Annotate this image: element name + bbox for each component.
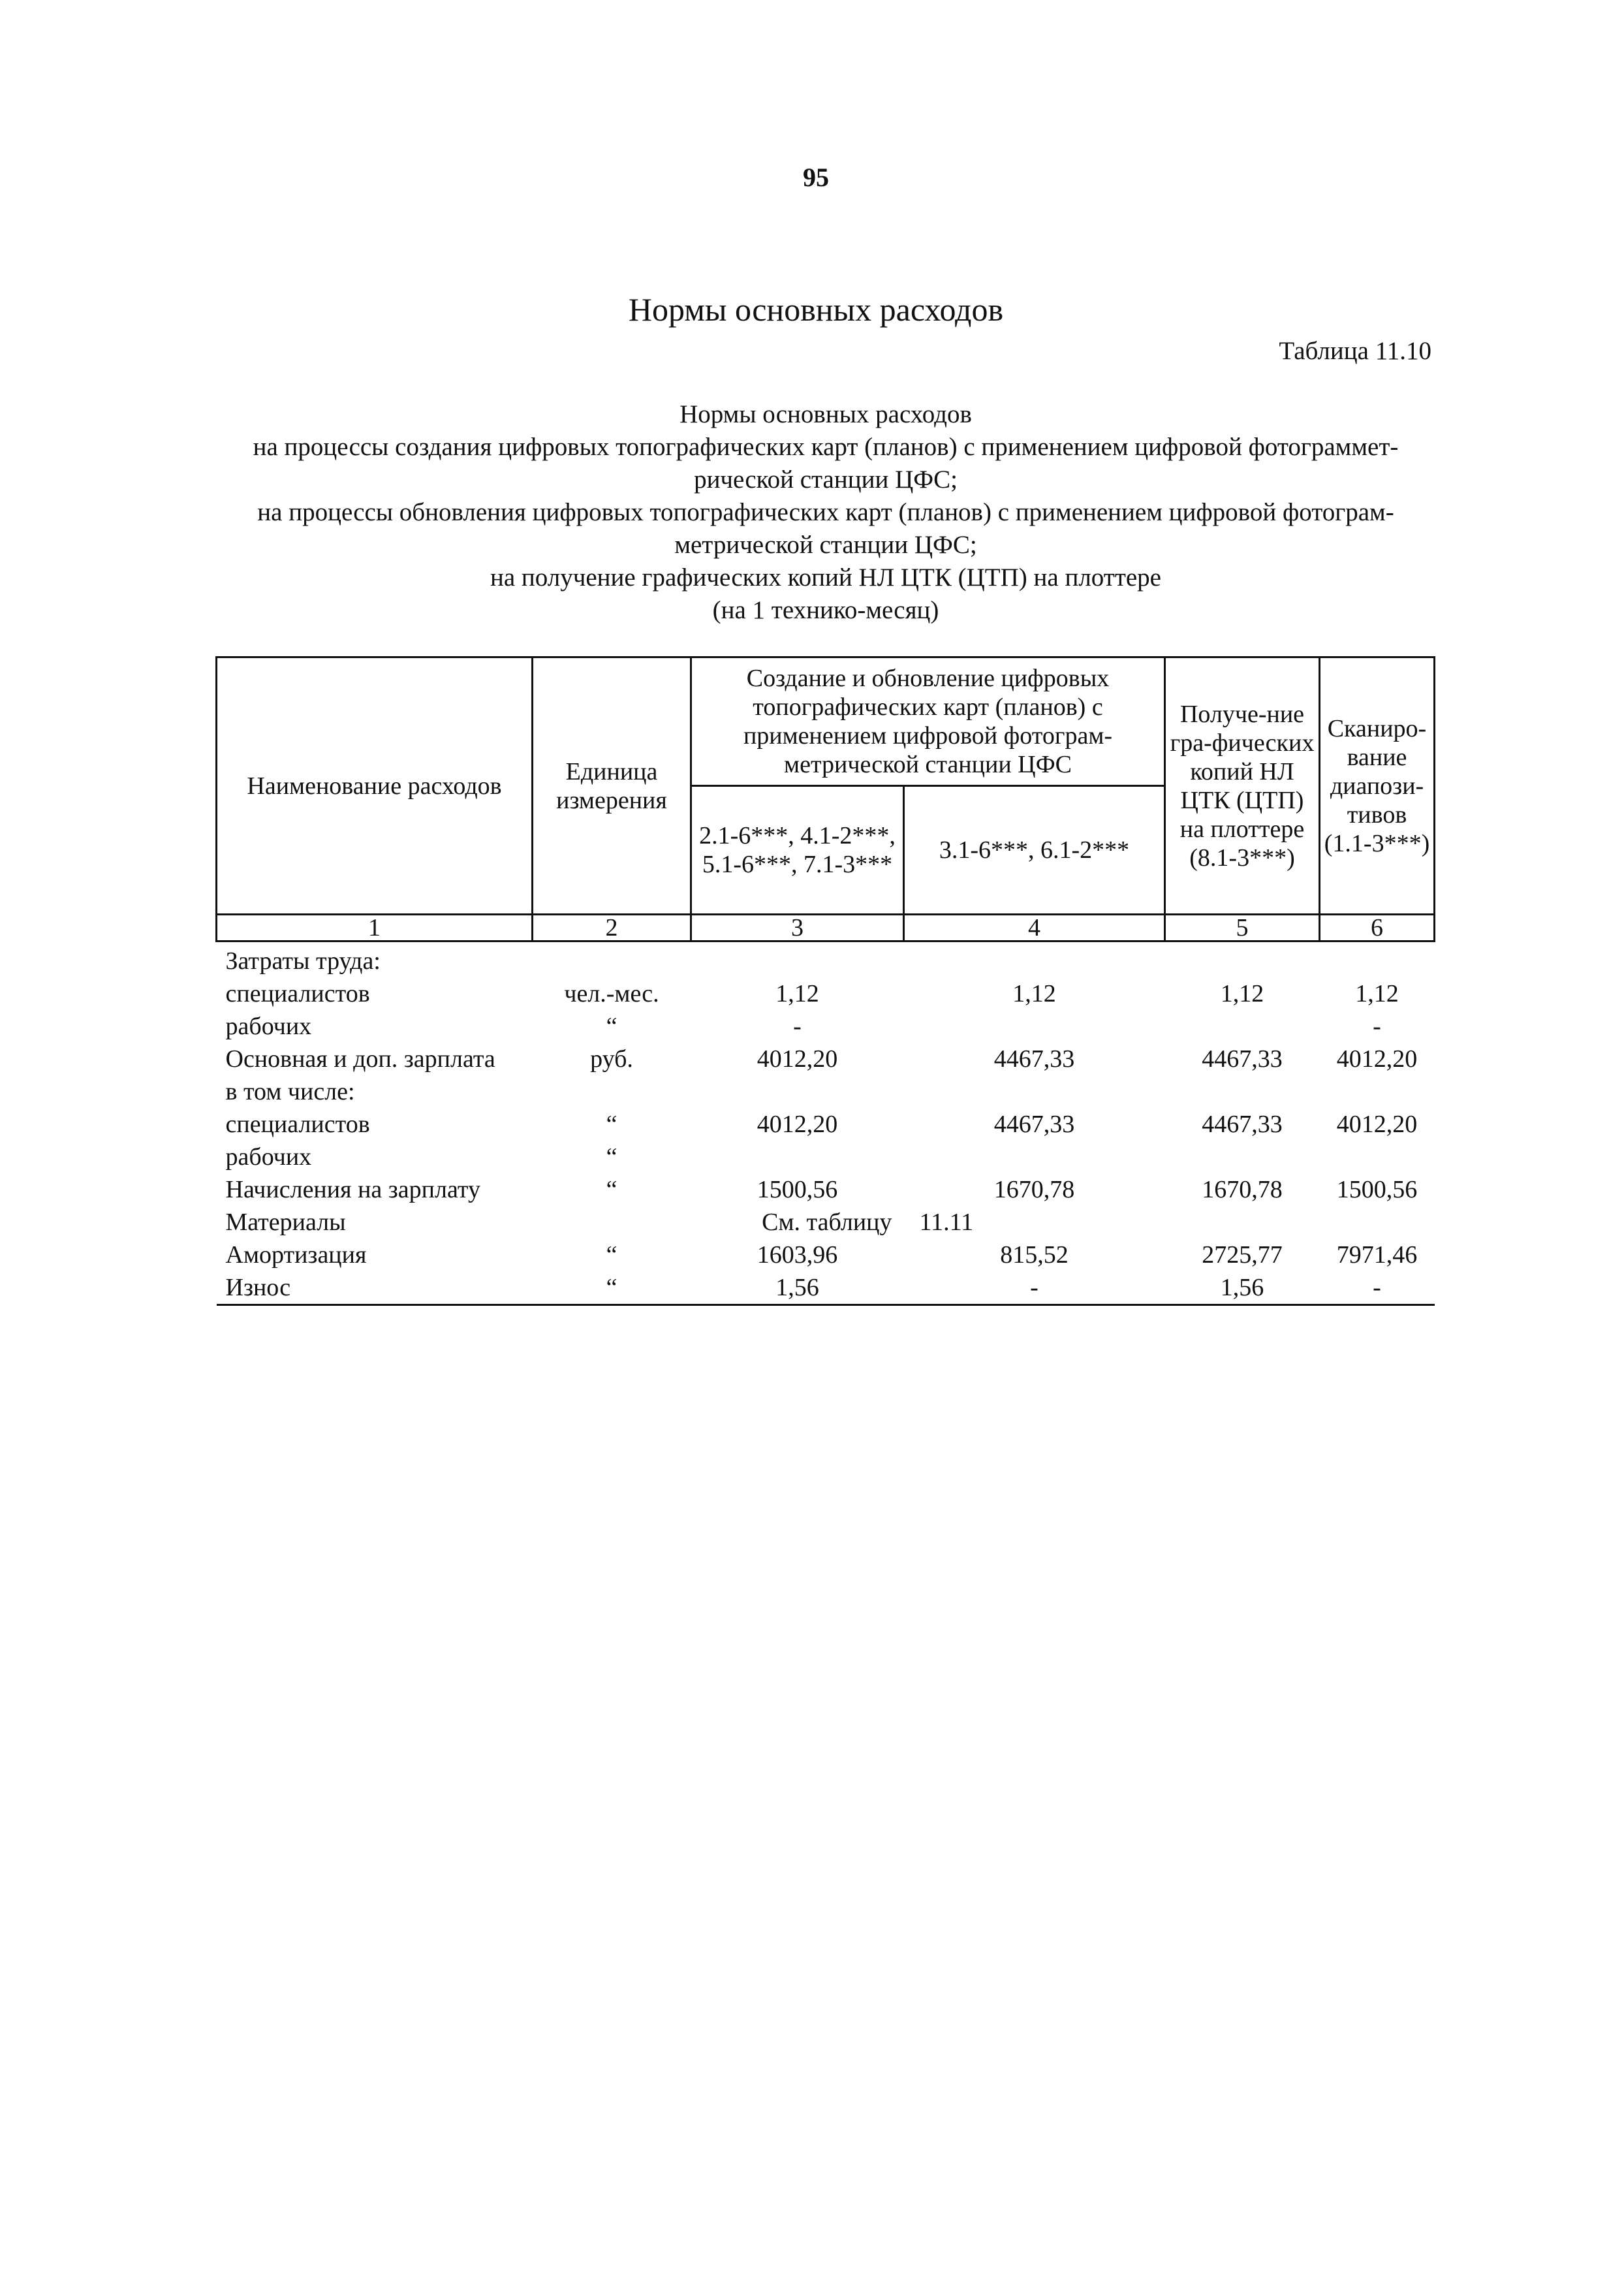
row-unit: руб. [590,1045,633,1073]
section-title: Нормы основных расходов [628,291,1004,328]
row-value: 7971,46 [1336,1241,1418,1269]
row-value: 4467,33 [993,1111,1075,1138]
row-value [1320,941,1435,978]
table-row [217,941,1435,978]
row-unit [533,941,691,978]
row-value: 1,12 [1355,980,1399,1007]
row-value [904,1141,1165,1173]
row-value [904,1010,1165,1043]
row-value: 1670,78 [993,1176,1075,1203]
row-value: - [1320,1271,1435,1305]
row-unit: “ [606,1176,617,1203]
caption-line: метрической станции ЦФС; [674,531,977,559]
row-value: 4012,20 [757,1045,838,1073]
table-row [217,1271,1435,1305]
column-number: 4 [904,915,1165,941]
column-number-row [217,915,1435,941]
row-unit [533,1075,691,1108]
row-value: 4467,33 [1202,1111,1283,1138]
header-sub4: 3.1-6***, 6.1-2*** [904,786,1165,915]
table-row [217,977,1435,1010]
row-value [1165,1075,1320,1108]
table-row [217,1141,1435,1173]
header-group: Создание и обновление цифровых топографических карт (планов) с применением цифровой фотограм-метрической станции ЦФС [691,657,1165,786]
page-number: 95 [803,163,829,192]
row-value: 4467,33 [1202,1045,1283,1073]
row-value: - [793,1013,802,1040]
table-number: Таблица 11.10 [1279,337,1431,365]
row-value: 815,52 [1000,1241,1069,1269]
row-value: 2725,77 [1202,1241,1283,1269]
table-row [217,1239,1435,1271]
expense-norms-table [215,656,1435,1306]
row-name: специалистов [225,1111,370,1138]
row-unit: чел.-мес. [564,980,659,1007]
header-unit: Единица измерения [533,657,691,915]
row-name: Амортизация [225,1241,367,1269]
row-unit: “ [606,1143,617,1171]
column-number: 6 [1320,915,1435,941]
table-row [217,1108,1435,1141]
row-value: - [904,1271,1165,1305]
column-number: 3 [691,915,904,941]
column-number: 5 [1165,915,1320,941]
row-unit [533,1206,691,1239]
row-name: в том числе: [225,1078,355,1105]
row-value [904,1075,1165,1108]
row-name: Затраты труда: [225,947,381,975]
table-row [217,1043,1435,1075]
row-value: 1500,56 [757,1176,838,1203]
row-value: См. таблицу [762,1209,892,1236]
row-value: 1,12 [775,980,819,1007]
row-value [691,1141,904,1173]
table-row [217,1075,1435,1108]
caption-line: Нормы основных расходов [679,400,972,428]
row-name: рабочих [225,1143,312,1171]
caption-line: рической станции ЦФС; [694,466,958,494]
row-value [691,941,904,978]
header-name: Наименование расходов [217,657,533,915]
row-name: Материалы [225,1209,346,1236]
row-value [1165,1010,1320,1043]
row-name: специалистов [225,980,370,1007]
row-value [1165,1141,1320,1173]
table-row [217,1206,1435,1239]
row-name: Начисления на зарплату [225,1176,480,1203]
column-number: 1 [217,915,533,941]
caption-line: на процессы создания цифровых топографических карт (планов) с применением цифровой фотограммет- [253,433,1399,461]
row-value: - [1373,1013,1381,1040]
row-unit: “ [606,1241,617,1269]
header-col5: Получе-ние гра-фических копий НЛ ЦТК (ЦТП) на плоттере (8.1-3***) [1165,657,1320,915]
row-name: Основная и доп. зарплата [225,1045,495,1073]
row-value [691,1075,904,1108]
row-value [1165,1206,1320,1239]
row-value: 4012,20 [1336,1111,1418,1138]
row-value [1320,1206,1435,1239]
row-value: 1,56 [1165,1271,1320,1305]
table-row [217,1010,1435,1043]
header-col6: Сканиро-вание диапози-тивов (1.1-3***) [1320,657,1435,915]
row-value: 4012,20 [1336,1045,1418,1073]
caption-line: (на 1 технико-месяц) [712,596,939,624]
row-value: 4012,20 [757,1111,838,1138]
caption-line: на процессы обновления цифровых топографических карт (планов) с применением цифровой фотограм- [257,498,1394,526]
row-value: 4467,33 [993,1045,1075,1073]
row-value [1320,1141,1435,1173]
row-name: Износ [217,1271,533,1305]
header-sub3: 2.1-6***, 4.1-2***, 5.1-6***, 7.1-3*** [691,786,904,915]
row-unit: “ [606,1013,617,1040]
row-value [1165,941,1320,978]
row-name: рабочих [225,1013,312,1040]
row-value: 1,12 [1220,980,1264,1007]
row-value [904,941,1165,978]
row-value: 1,56 [691,1271,904,1305]
table-caption [215,398,1436,627]
row-value: 1,12 [1012,980,1056,1007]
column-number: 2 [533,915,691,941]
row-value [1320,1075,1435,1108]
header-row [217,657,1435,786]
row-unit: “ [533,1271,691,1305]
row-value: 1603,96 [757,1241,838,1269]
table-row [217,1173,1435,1206]
row-unit: “ [606,1111,617,1138]
caption-line: на получение графических копий НЛ ЦТК (ЦТП) на плоттере [490,563,1161,592]
row-value: 11.11 [919,1209,974,1236]
row-value: 1670,78 [1202,1176,1283,1203]
row-value: 1500,56 [1336,1176,1418,1203]
